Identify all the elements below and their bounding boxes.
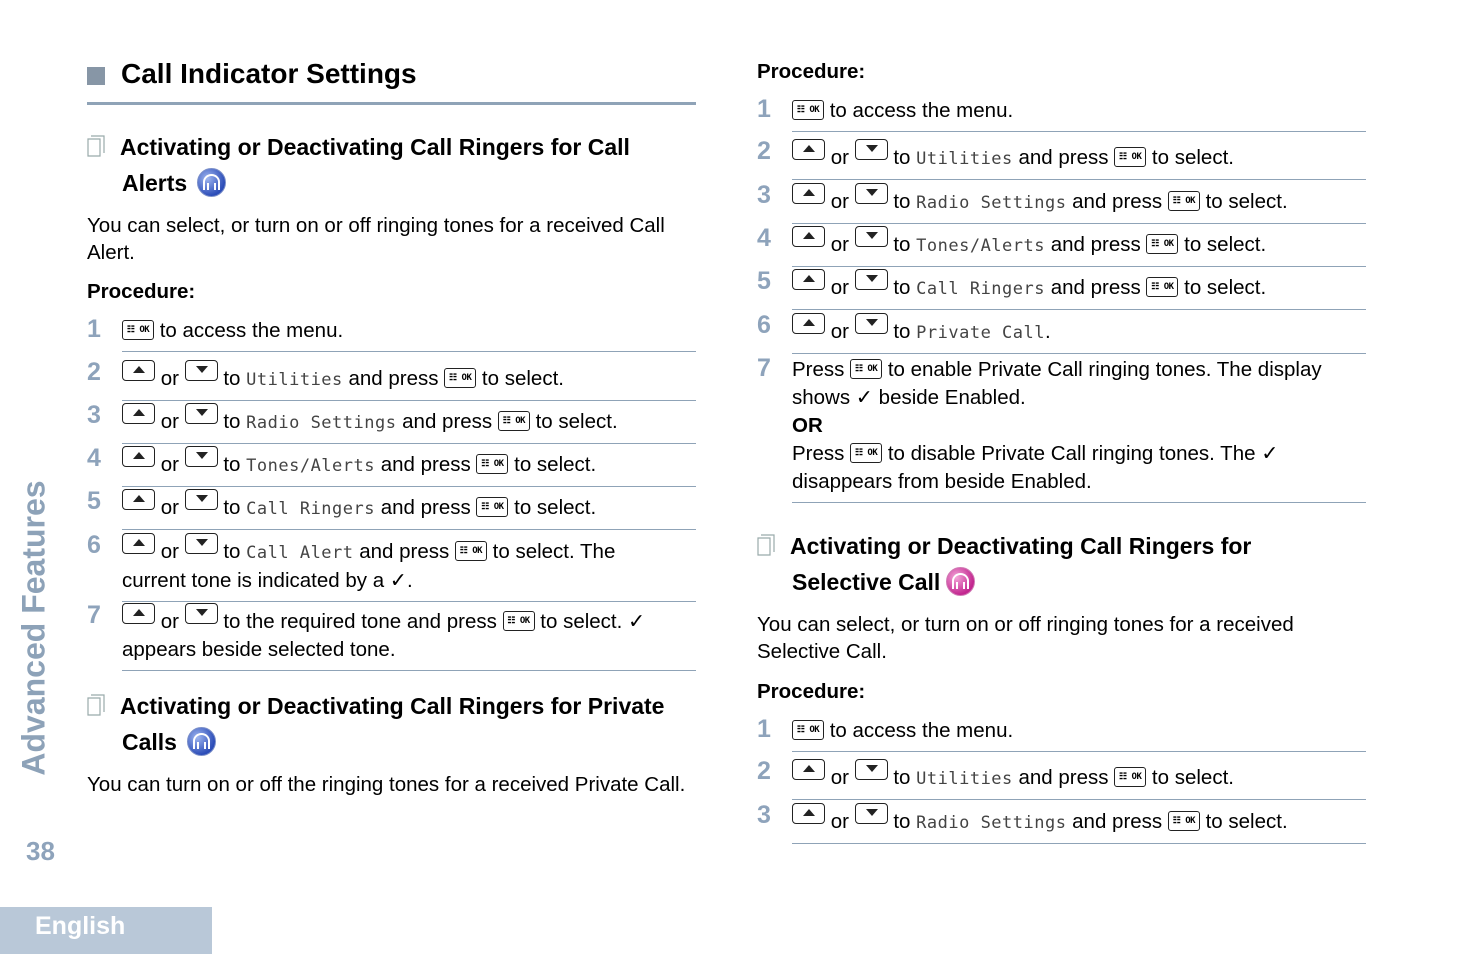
up-arrow-key-icon [122, 533, 155, 554]
subsection-title-line2 [792, 564, 975, 600]
step-text: to select. [1184, 233, 1267, 256]
language-label: English [35, 912, 126, 940]
step-text: or [160, 610, 179, 633]
conventional-mode-icon [197, 168, 226, 197]
step-text: or [830, 810, 849, 833]
subsection-title-line1: Activating or Deactivating Call Ringers for Call [120, 134, 630, 160]
step-body [122, 600, 696, 671]
ok-key-icon: ☷ OK [850, 359, 882, 379]
up-arrow-key-icon [792, 269, 825, 290]
step-number: 5 [757, 267, 771, 295]
step-text: or [830, 766, 849, 789]
procedure-label: Procedure: [757, 60, 866, 83]
step-body [122, 357, 696, 401]
step-number: 7 [757, 354, 771, 382]
menu-item-name: Private Call [916, 323, 1045, 343]
subsection-title-text: Selective Call [792, 569, 941, 595]
step-text: to [893, 810, 911, 833]
step-number: 6 [87, 531, 101, 559]
menu-item-name: Radio Settings [916, 813, 1067, 833]
step-number: 2 [87, 358, 101, 386]
step-number: 6 [757, 311, 771, 339]
step-text: disappears from beside Enabled. [792, 470, 1092, 493]
step-text: or [160, 453, 179, 476]
ok-key-icon: ☷ OK [455, 541, 487, 561]
step-text: to [893, 320, 911, 343]
step-text: to select. [1151, 146, 1234, 169]
step-body [122, 443, 696, 487]
menu-item-name: Utilities [246, 370, 343, 390]
step-number: 2 [757, 137, 771, 165]
menu-item-name: Call Ringers [916, 279, 1045, 299]
intro-paragraph: You can turn on or off the ringing tones for a received Private Call. [87, 773, 686, 796]
step-text: and press [380, 453, 471, 476]
ok-key-icon: ☷ OK [1146, 234, 1178, 254]
step-body [792, 136, 1366, 180]
step-body [792, 94, 1366, 132]
step-text: and press [1050, 276, 1141, 299]
ok-key-icon: ☷ OK [792, 100, 824, 120]
ok-key-icon: ☷ OK [1168, 811, 1200, 831]
step-text: and press [1072, 190, 1163, 213]
step-body [792, 180, 1366, 224]
ok-key-icon: ☷ OK [792, 720, 824, 740]
down-arrow-key-icon [185, 403, 218, 424]
step-text: and press [1018, 146, 1109, 169]
ok-key-icon: ☷ OK [850, 443, 882, 463]
step-text: and press [380, 496, 471, 519]
menu-item-name: Tones/Alerts [916, 236, 1045, 256]
step-text: to select. [514, 453, 597, 476]
conventional-mode-icon [187, 727, 216, 756]
down-arrow-key-icon [185, 533, 218, 554]
side-chapter-tab [16, 470, 52, 785]
step-body [792, 756, 1366, 800]
up-arrow-key-icon [122, 446, 155, 467]
step-text: to [223, 540, 241, 563]
up-arrow-key-icon [792, 226, 825, 247]
ok-key-icon: ☷ OK [444, 368, 476, 388]
ok-key-icon: ☷ OK [1168, 191, 1200, 211]
step-text: and press [359, 540, 450, 563]
section-heading [87, 58, 696, 105]
menu-item-name: Tones/Alerts [246, 456, 375, 476]
up-arrow-key-icon [122, 489, 155, 510]
step-text: to select. [1205, 190, 1288, 213]
menu-item-name: Utilities [916, 149, 1013, 169]
ok-key-icon: ☷ OK [122, 320, 154, 340]
menu-item-name: Utilities [916, 769, 1013, 789]
section-title: Call Indicator Settings [121, 58, 417, 89]
up-arrow-key-icon [122, 360, 155, 381]
step-text: or [830, 276, 849, 299]
down-arrow-key-icon [855, 313, 888, 334]
step-body [792, 266, 1366, 310]
step-text: to the required tone and press [223, 610, 497, 633]
subsection-title-text: Calls [122, 729, 177, 755]
ok-key-icon: ☷ OK [1114, 767, 1146, 787]
up-arrow-key-icon [792, 183, 825, 204]
step-text: Press [792, 442, 845, 465]
ok-key-icon: ☷ OK [498, 411, 530, 431]
ok-key-icon: ☷ OK [1114, 147, 1146, 167]
down-arrow-key-icon [855, 269, 888, 290]
step-text: to select. [535, 410, 618, 433]
step-text: to [893, 276, 911, 299]
chapter-label: Advanced Features [15, 479, 52, 776]
step-text: or [830, 190, 849, 213]
step-text: or [830, 233, 849, 256]
ok-key-icon: ☷ OK [476, 454, 508, 474]
step-text: to select. [1151, 766, 1234, 789]
step-text: or [830, 320, 849, 343]
menu-item-name: Call Alert [246, 543, 354, 563]
menu-item-name: Radio Settings [916, 193, 1067, 213]
step-text: to [223, 496, 241, 519]
step-text: and press [1050, 233, 1141, 256]
step-number: 1 [757, 95, 771, 123]
step-text: shows ✓ beside Enabled. [792, 386, 1026, 409]
subsection-title-text: Alerts [122, 170, 188, 196]
up-arrow-key-icon [792, 803, 825, 824]
up-arrow-key-icon [792, 759, 825, 780]
procedure-label: Procedure: [87, 280, 196, 303]
step-text: to disable Private Call ringing tones. The ✓ [887, 442, 1279, 465]
up-arrow-key-icon [792, 313, 825, 334]
subsection-title-line1: Activating or Deactivating Call Ringers for Private [120, 693, 665, 719]
step-body [792, 353, 1366, 503]
intro-paragraph: You can select, or turn on or off ringing tones for a received Selective Call. [757, 613, 1294, 663]
menu-item-name: Call Ringers [246, 499, 375, 519]
step-text: to [223, 367, 241, 390]
step-text: and press [1018, 766, 1109, 789]
step-number: 5 [87, 487, 101, 515]
up-arrow-key-icon [122, 403, 155, 424]
step-text: to [223, 410, 241, 433]
down-arrow-key-icon [185, 446, 218, 467]
step-text: to access the menu. [829, 99, 1014, 122]
up-arrow-key-icon [122, 603, 155, 624]
step-text: to select. The [492, 540, 616, 563]
language-tab [0, 907, 212, 954]
step-body [122, 486, 696, 530]
step-text: . [1044, 320, 1051, 343]
step-text: and press [402, 410, 493, 433]
step-body [792, 714, 1366, 752]
step-text: or [160, 367, 179, 390]
step-text: to select. [1184, 276, 1267, 299]
step-text: current tone is indicated by a ✓. [122, 569, 413, 592]
step-number: 2 [757, 757, 771, 785]
step-text: or [160, 410, 179, 433]
step-text: to [893, 146, 911, 169]
down-arrow-key-icon [855, 226, 888, 247]
step-number: 7 [87, 601, 101, 629]
step-body [122, 530, 696, 602]
step-body [122, 400, 696, 444]
page-icon [87, 135, 105, 157]
ok-key-icon: ☷ OK [476, 497, 508, 517]
subsection-title-line1: Activating or Deactivating Call Ringers for [790, 533, 1252, 559]
step-text: to [893, 190, 911, 213]
down-arrow-key-icon [855, 183, 888, 204]
step-text: appears beside selected tone. [122, 638, 396, 661]
ok-key-icon: ☷ OK [503, 611, 535, 631]
step-body [122, 314, 696, 352]
step-text: or [160, 496, 179, 519]
step-number: 3 [757, 181, 771, 209]
step-text: to select. ✓ [540, 610, 646, 633]
step-body [792, 800, 1366, 844]
down-arrow-key-icon [855, 803, 888, 824]
step-body [792, 310, 1366, 354]
down-arrow-key-icon [185, 360, 218, 381]
subsection-title-line2 [122, 165, 226, 201]
step-number: 1 [757, 715, 771, 743]
step-text: to enable Private Call ringing tones. The display [887, 358, 1322, 381]
page-icon [87, 694, 105, 716]
step-text: to access the menu. [159, 319, 344, 342]
subsection-title-line2 [122, 724, 216, 760]
intro-paragraph: You can select, or turn on or off ringing tones for a received Call Alert. [87, 214, 665, 264]
step-body [792, 223, 1366, 267]
down-arrow-key-icon [185, 603, 218, 624]
step-number: 1 [87, 315, 101, 343]
procedure-label: Procedure: [757, 680, 866, 703]
or-separator: OR [792, 414, 823, 437]
step-text: or [830, 146, 849, 169]
ok-key-icon: ☷ OK [1146, 277, 1178, 297]
down-arrow-key-icon [855, 139, 888, 160]
step-number: 3 [757, 801, 771, 829]
step-text: and press [1072, 810, 1163, 833]
step-text: to [893, 766, 911, 789]
menu-item-name: Radio Settings [246, 413, 397, 433]
step-text: to access the menu. [829, 719, 1014, 742]
step-text: Press [792, 358, 845, 381]
step-number: 3 [87, 401, 101, 429]
step-text: to select. [1205, 810, 1288, 833]
down-arrow-key-icon [185, 489, 218, 510]
step-number: 4 [757, 224, 771, 252]
up-arrow-key-icon [792, 139, 825, 160]
step-number: 4 [87, 444, 101, 472]
step-text: or [160, 540, 179, 563]
page-icon [757, 534, 775, 556]
down-arrow-key-icon [855, 759, 888, 780]
step-text: to [223, 453, 241, 476]
step-text: to select. [514, 496, 597, 519]
page-number: 38 [26, 836, 55, 866]
step-text: and press [348, 367, 439, 390]
step-text: to select. [481, 367, 564, 390]
step-text: to [893, 233, 911, 256]
heading-square-icon [87, 67, 105, 85]
digital-mode-icon [946, 567, 975, 596]
